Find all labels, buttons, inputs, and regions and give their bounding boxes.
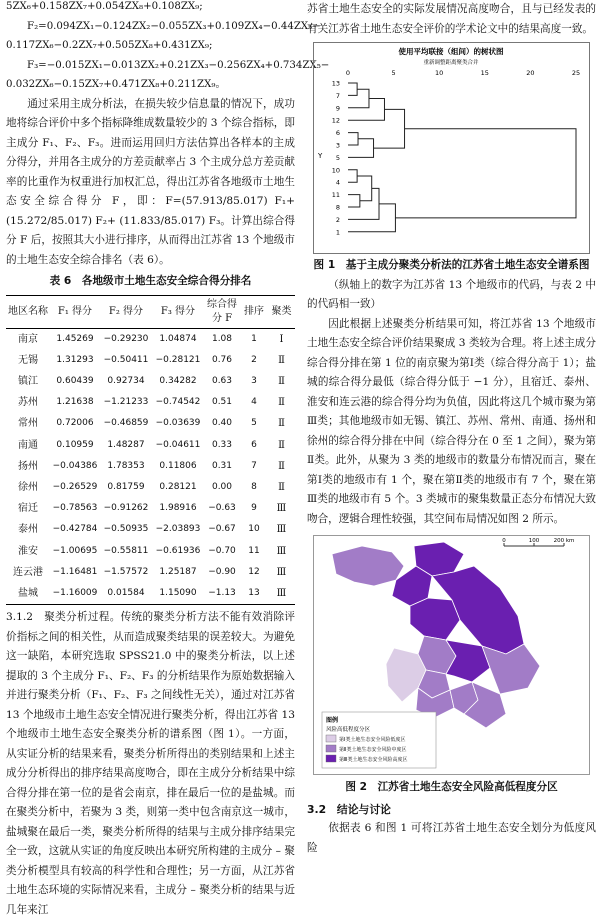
table-cell: 1.25187: [159, 566, 197, 577]
table-cell: Ⅱ: [278, 418, 285, 430]
table-cell: 0.34282: [159, 375, 197, 386]
legend-swatch-3: [326, 755, 336, 762]
legend-item-3: 第Ⅲ类土地生态安全风险高度区: [339, 757, 408, 763]
dendrogram-link: [374, 109, 405, 148]
dendrogram-link: [357, 176, 372, 201]
region-nantong: [482, 644, 540, 694]
table-row: [6, 583, 295, 605]
table-cell: Ⅰ: [279, 333, 284, 345]
table-cell: −1.16009: [50, 583, 100, 605]
table-row: [6, 562, 295, 583]
table-cell: 0.10959: [56, 439, 94, 450]
table-row: [6, 371, 295, 392]
table-cell: 2: [251, 354, 257, 365]
figure-1-caption: 图 1 基于主成分聚类分析法的江苏省土地生态安全谱系图: [313, 259, 590, 271]
table-cell: 泰州: [18, 524, 38, 536]
table-cell: 9: [251, 503, 257, 514]
th-f3: F₃ 得分: [152, 295, 204, 328]
table-cell: −0.04386: [52, 460, 98, 471]
left-column: [6, 0, 330, 920]
table-cell: 11: [248, 545, 260, 556]
table-cell: 5: [251, 418, 257, 429]
table-cell: −0.29230: [103, 333, 149, 344]
dendrogram-link: [348, 139, 374, 158]
leaf-label: 12: [331, 116, 340, 125]
table-cell: 0.92734: [107, 375, 145, 386]
dendrogram-link: [348, 170, 357, 182]
table-cell: 4: [251, 397, 257, 408]
legend-item-1: 第Ⅰ类土地生态安全风险低度区: [339, 737, 406, 743]
table-cell: 0.63: [211, 375, 233, 386]
table-cell: −0.50411: [103, 354, 149, 365]
leaf-label: 2: [335, 215, 340, 224]
table-cell: 0.40: [211, 418, 233, 429]
equation-line: 0.032ZX₆−0.15ZX₇+0.471ZX₈+0.211ZX₉。: [6, 79, 226, 90]
dendrogram-link: [348, 99, 384, 121]
table-row: [6, 456, 295, 477]
dendrogram-y-label: Y: [318, 152, 323, 160]
dendrogram-title: 使用平均联接（组间）的树状图: [398, 47, 504, 56]
right-column: [307, 0, 596, 858]
dendrogram-leaves: [332, 80, 340, 237]
table-cell: 0.60439: [56, 375, 94, 386]
table-cell: Ⅲ: [276, 524, 287, 536]
table-cell: 1.78353: [107, 460, 145, 471]
table-cell: Ⅱ: [278, 481, 285, 493]
dendrogram-link: [348, 188, 379, 219]
table-row: [6, 392, 295, 413]
table-cell: −0.04611: [155, 439, 201, 450]
table-row: [6, 328, 295, 350]
th-rank: 排序: [240, 295, 268, 328]
table-cell: 0.72006: [56, 418, 94, 429]
table-cell: −0.78563: [52, 503, 98, 514]
table-cell: 连云港: [13, 566, 43, 578]
table-cell: 0.76: [211, 354, 233, 365]
table-cell: −0.55811: [103, 545, 149, 556]
body-paragraph-continued: 苏省土地生态安全的实际发展情况高度吻合，且与已经发表的有关江苏省土地生态安全评价的学术论文中的结果高度一致。: [307, 3, 596, 35]
body-paragraph-cluster: 3.1.2 聚类分析过程。传统的聚类分析方法不能有效消除评价指标之间的相关性，从而造成聚类结果的误差较大。为避免这一缺陷，本研究选取 SPSS21.0 中的聚类分析法，以上述提取的 3 个主成分 F₁、F₂、F₃ 的分析结果作为原始数据输入并进行聚类分析（F₁、F₂、F₃ 之间线性无关），通过对江苏省 13 个地级市土地生态安全情况进行聚类分析，得出江苏省 13 个地级市土地生态安全聚类分析的谱系图（图 1）。一方面，从实证分析的结果来看，聚类分析所得出的类别结果和上述主成分分析得出的排序结果高度吻合，即在主成分分析结果中综合得分排在第一位的是省会南京，排在最后一位的是盐城。而在聚类分析中，若聚为 3 类，则第一类中包含南京这一城市，盐城聚在最后一类，聚类分析所得的结果与主成分排序结果完全一致，这就从实证的角度反映出本研究所构建的主成分 – 聚类分析模型具有较高的科学性和合理性；另一方面，从江苏省土地生态环境的实际情况来看，主成分 – 聚类分析的结果与近几年来江: [6, 611, 295, 916]
body-paragraph-result: 因此根据上述聚类分析结果可知，将江苏省 13 个地级市土地生态安全综合评价结果聚成 3 类较为合理。将上述主成分综合得分排在第 1 位的南京聚为第Ⅰ类（综合得分高于 1）；盐城的综合得分最低（综合得分低于 −1 分），且宿迁、泰州、淮安和连云港的综合得分均为负值，因此将这几个城市聚为第Ⅲ类；其他地级市如无锡、镇江、苏州、常州、南通、扬州和徐州的综合得分排在中间（综合得分在 0 至 1 之间），聚为第Ⅱ类。此外，从聚为 3 类的地级市的数量分布情况而言，聚在第Ⅰ类的地级市有 1 个，聚在第Ⅱ类的地级市有 7 个，聚在第Ⅲ类的地级市有 5 个。3 类城市的聚集数量正态分布情况大致吻合，逻辑合理性较强，其空间布局情况如图 2 所示。: [307, 317, 596, 525]
figure-2-caption: 图 2 江苏省土地生态安全风险高低程度分区: [345, 781, 558, 793]
dendrogram-links: [348, 83, 576, 232]
table-cell: 1.21638: [56, 397, 94, 408]
legend-title: 图例: [326, 717, 339, 724]
table-cell: Ⅱ: [278, 375, 285, 387]
table-cell: −2.03893: [155, 524, 201, 535]
figure-1-note: （纵轴上的数字为江苏省 13 个地级市的代码，与表 2 中的代码相一致）: [307, 278, 596, 310]
table-row: [6, 350, 295, 371]
table-cell: −0.91262: [103, 503, 149, 514]
table-cell: 0.31: [211, 460, 233, 471]
table-cell: Ⅲ: [276, 566, 287, 578]
table-cell: Ⅱ: [278, 439, 285, 451]
th-f1: F₁ 得分: [50, 295, 100, 328]
equation-line: 5ZX₆+0.158ZX₇+0.054ZX₈+0.108ZX₉;: [6, 1, 203, 12]
equation-line: 0.117ZX₆−0.2ZX₇+0.505ZX₈+0.431ZX₉;: [6, 40, 213, 51]
table-body: [6, 328, 295, 605]
th-region: 地区名称: [6, 295, 50, 328]
table-cell: −0.46859: [103, 418, 149, 429]
region-huaian: [410, 598, 460, 640]
x-tick-label: 15: [480, 69, 489, 77]
table-cell: 0.01584: [100, 583, 152, 605]
dendrogram-link: [348, 83, 357, 95]
leaf-label: 7: [335, 91, 340, 100]
dendrogram-link: [348, 89, 369, 108]
table-cell: 13: [240, 583, 268, 605]
dendrogram-chart: [314, 43, 589, 253]
leaf-label: 13: [331, 79, 340, 88]
table-cell: 常州: [18, 418, 38, 430]
leaf-label: 5: [335, 153, 340, 162]
dendrogram-link: [348, 133, 358, 145]
table-cell: Ⅲ: [276, 545, 287, 557]
dendrogram-link: [348, 195, 360, 207]
table-cell: 扬州: [18, 460, 38, 472]
dendrogram-x-ticks: [346, 69, 580, 77]
leaf-label: 10: [331, 166, 340, 175]
table-cell: 0.51: [211, 397, 233, 408]
equation-line: F₃=−0.015ZX₁−0.013ZX₂+0.21ZX₃−0.256ZX₄+0.734ZX₅−: [27, 59, 330, 71]
table-cell: −0.90: [208, 566, 236, 577]
x-tick-label: 5: [391, 69, 396, 77]
table-cell: 10: [248, 524, 260, 535]
legend-swatch-2: [326, 745, 336, 752]
leaf-label: 4: [335, 178, 340, 187]
dendrogram-link: [348, 204, 395, 232]
scale-label-200: 200 km: [553, 538, 575, 544]
table-cell: 1.45269: [56, 333, 94, 344]
table-cell: −0.28121: [155, 354, 201, 365]
leaf-label: 1: [335, 228, 340, 237]
table-cell: 1.31293: [56, 354, 94, 365]
table-cell: 淮安: [18, 545, 38, 557]
scale-label-0: 0: [502, 538, 506, 544]
table-cell: −0.26529: [52, 481, 98, 492]
scale-label-100: 100: [528, 538, 540, 544]
table-cell: Ⅱ: [278, 397, 285, 409]
map-regions: [332, 542, 540, 728]
table-cell: 8: [251, 481, 257, 492]
table-cell: 3: [251, 375, 257, 386]
table-row: [6, 477, 295, 498]
table-cell: 0.33: [211, 439, 233, 450]
table-header-row: [6, 295, 295, 328]
table-cell: −1.57572: [103, 566, 149, 577]
table-cell: −0.61936: [155, 545, 201, 556]
table-cell: −0.63: [208, 503, 236, 514]
table-cell: 1: [251, 333, 257, 344]
map-legend: [322, 712, 436, 768]
table-cell: 盐城: [6, 583, 50, 605]
table-cell: 苏州: [18, 397, 38, 409]
table-cell: 徐州: [18, 481, 38, 493]
th-f2: F₂ 得分: [100, 295, 152, 328]
table-row: [6, 413, 295, 434]
leaf-label: 8: [335, 203, 340, 212]
table-cell: −0.50935: [103, 524, 149, 535]
x-tick-label: 25: [571, 69, 581, 77]
dendrogram-link: [395, 129, 576, 218]
ranking-table: [6, 295, 295, 606]
x-tick-label: 20: [526, 69, 535, 77]
figure-map: [313, 535, 590, 775]
table-cell: 0.11806: [159, 460, 197, 471]
table-cell: 宿迁: [18, 503, 38, 515]
section-heading: 3.2 结论与讨论: [307, 802, 391, 816]
leaf-label: 11: [331, 191, 340, 200]
table-cell: 镇江: [18, 375, 38, 387]
body-paragraph-pca: 通过采用主成分析法，在损失较少信息量的情况下，成功地将综合评价中多个指标降维成数量较少的 3 个综合指标，即主成分 F₁、F₂、F₃。进而运用回归方法估算出各样本的主成分得分，并用各主成分的方差贡献率占 3 个主成分总方差贡献率的比重作为权重进行加权汇总，得出江苏省各地级市土地生态安全综合得分 F，即：F=(57.913/85.017) F₁+(15.272/85.017) F₂+ (11.833/85.017) F₃。计算出综合得分 F 后，按照其大小进行排序，从而得出江苏省 13 个地级市的土地生态安全综合排名（表 6）。: [6, 97, 295, 266]
table-cell: −1.00695: [52, 545, 98, 556]
table-cell: −0.67: [208, 524, 236, 535]
table-cell: Ⅲ: [268, 583, 295, 605]
x-tick-label: 10: [435, 69, 444, 77]
table-cell: −0.70: [208, 545, 236, 556]
map-scale-bar: [502, 538, 574, 546]
table-cell: Ⅱ: [278, 460, 285, 472]
table-row: [6, 435, 295, 456]
table-cell: Ⅱ: [278, 354, 285, 366]
table-cell: 0.28121: [159, 481, 197, 492]
region-xuzhou: [332, 546, 404, 586]
table-cell: 12: [248, 566, 260, 577]
th-cluster: 聚类: [268, 295, 295, 328]
legend-swatch-1: [326, 735, 336, 742]
table-cell: 6: [251, 439, 257, 450]
table-cell: 1.98916: [159, 503, 197, 514]
th-score: 综合得分 F: [204, 295, 240, 328]
table-cell: 无锡: [18, 354, 38, 366]
legend-item-2: 第Ⅱ类土地生态安全风险中度区: [339, 747, 407, 753]
leaf-label: 3: [335, 141, 340, 150]
table-cell: 1.08: [211, 333, 233, 344]
table-cell: 7: [251, 460, 257, 471]
table-cell: −1.16481: [52, 566, 98, 577]
table-cell: −0.03639: [155, 418, 201, 429]
table-row: [6, 519, 295, 540]
table-row: [6, 498, 295, 519]
equations: [6, 0, 330, 95]
leaf-label: 9: [335, 104, 340, 113]
jiangsu-map: [314, 536, 589, 774]
table-cell: 南通: [18, 439, 38, 451]
dendrogram-subtitle: 重新调整距离聚类合并: [423, 60, 479, 66]
equation-line: F₂=0.094ZX₁−0.124ZX₂−0.055ZX₃+0.109ZX₄−0.44ZX₅−: [27, 20, 321, 32]
table-cell: Ⅲ: [276, 503, 287, 515]
table-cell: 1.48287: [107, 439, 145, 450]
legend-subtitle: 风险高低程度分区: [326, 727, 371, 733]
x-tick-label: 0: [345, 69, 351, 77]
table-cell: −0.74542: [155, 397, 201, 408]
leaf-label: 6: [335, 129, 340, 138]
table-cell: 南京: [18, 333, 38, 345]
table-cell: 0.81759: [107, 481, 145, 492]
table-cell: −1.13: [204, 583, 240, 605]
table-cell: −0.42784: [52, 524, 98, 535]
table-cell: −1.21233: [103, 397, 149, 408]
table-caption: 表 6 各地级市土地生态安全综合得分排名: [49, 275, 252, 287]
body-paragraph-conclusion: 依据表 6 和图 1 可将江苏省土地生态安全划分为低度风险: [307, 822, 596, 854]
table-cell: 0.00: [211, 481, 233, 492]
figure-dendrogram: [313, 42, 590, 254]
table-cell: 1.15090: [152, 583, 204, 605]
table-row: [6, 541, 295, 562]
table-cell: 1.04874: [159, 333, 197, 344]
